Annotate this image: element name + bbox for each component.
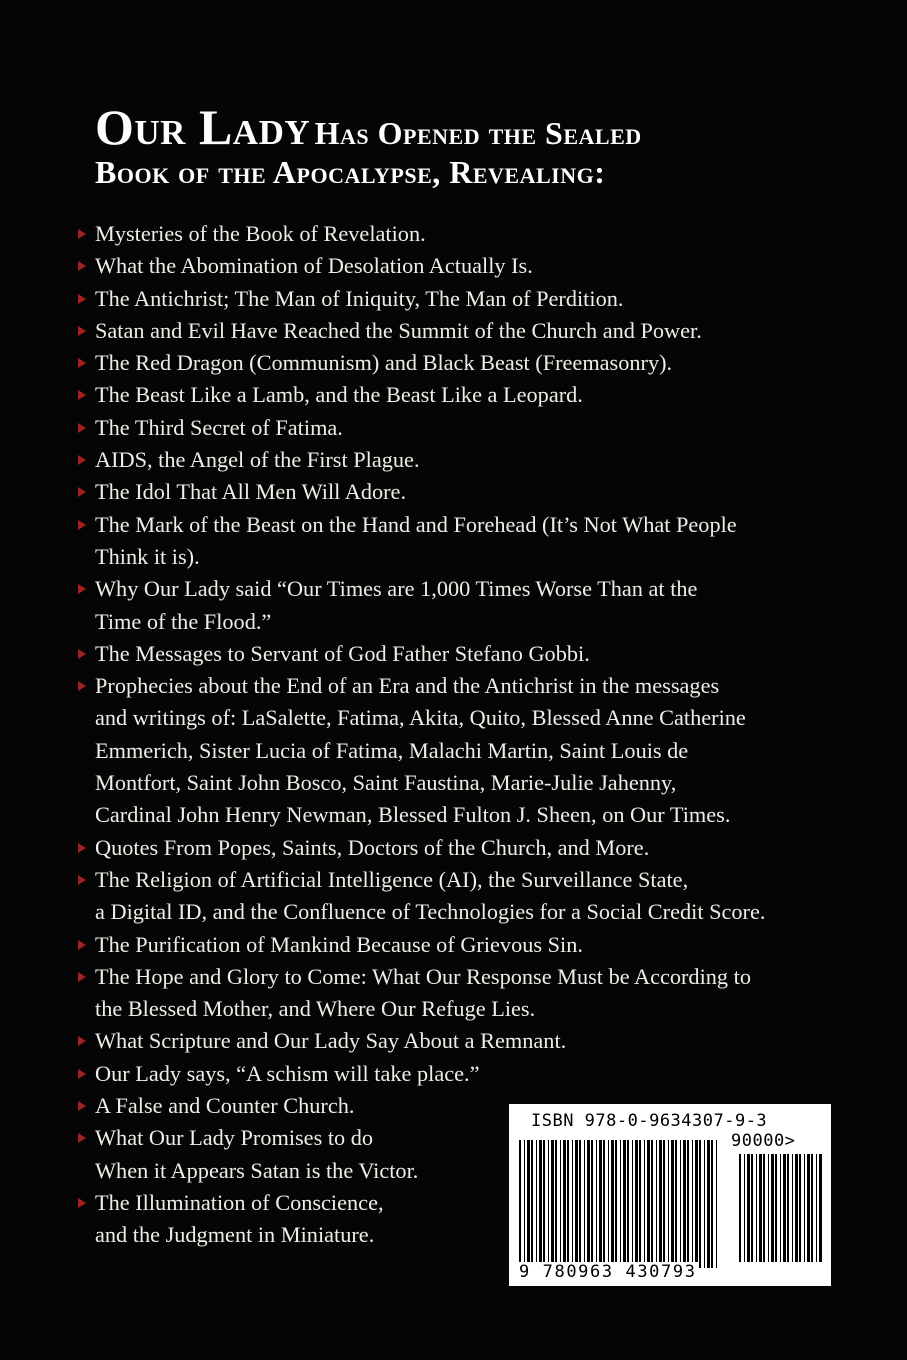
barcode-bar: [804, 1154, 805, 1262]
list-item-line: Why Our Lady said “Our Times are 1,000 Times Worse Than at the: [95, 576, 698, 602]
list-item: [78, 379, 858, 411]
barcode-bar: [587, 1140, 590, 1268]
barcode-bar: [615, 1140, 617, 1268]
barcode-bar: [527, 1140, 530, 1268]
barcode-bar: [639, 1140, 641, 1268]
list-item-line: the Blessed Mother, and Where Our Refuge Lies.: [95, 996, 536, 1022]
bullet-arrow-icon: [78, 294, 86, 304]
list-item-line: a Digital ID, and the Confluence of Technologies for a Social Credit Score.: [95, 899, 766, 925]
heading-rest: Has Opened the Sealed: [314, 115, 642, 151]
heading-our-lady: Our Lady: [95, 99, 311, 155]
bullet-arrow-icon: [78, 487, 86, 497]
barcode-bar: [536, 1140, 537, 1268]
bullet-arrow-icon: [78, 390, 86, 400]
list-item: [78, 315, 858, 347]
list-item: [78, 476, 858, 508]
list-item: [78, 1090, 495, 1122]
list-item: [78, 638, 858, 670]
barcode-bar: [548, 1140, 549, 1268]
bullet-arrow-icon: [78, 649, 86, 659]
bullet-arrow-icon: [78, 843, 86, 853]
barcode-bar: [663, 1140, 665, 1268]
list-item: [78, 670, 858, 831]
list-item-line: Our Lady says, “A schism will take place.”: [95, 1060, 480, 1086]
list-item-line: What Scripture and Our Lady Say About a Remnant.: [95, 1028, 567, 1054]
cover-heading: [95, 98, 875, 192]
barcode-bar: [807, 1154, 810, 1262]
list-item-line: and the Judgment in Miniature.: [95, 1222, 375, 1248]
barcode-bar: [699, 1140, 701, 1268]
list-item: [78, 509, 858, 574]
barcode-bar: [627, 1140, 629, 1268]
barcode-bar: [739, 1154, 741, 1262]
list-item-line: The Mark of the Beast on the Hand and Forehead (It’s Not What People: [95, 511, 737, 537]
barcode-bar: [783, 1154, 786, 1262]
list-item: [78, 347, 858, 379]
barcode-bar: [780, 1154, 781, 1262]
list-item-line: Quotes From Popes, Saints, Doctors of the Church, and More.: [95, 834, 650, 860]
barcode-bar: [656, 1140, 657, 1268]
barcode-bar: [675, 1140, 677, 1268]
list-item-line: Emmerich, Sister Lucia of Fatima, Malachi Martin, Saint Louis de: [95, 737, 689, 763]
list-item: [78, 444, 858, 476]
barcode-bar: [680, 1140, 681, 1268]
barcode-bar: [816, 1154, 817, 1262]
barcode-bar: [787, 1154, 789, 1262]
list-item-line: and writings of: LaSalette, Fatima, Akita, Quito, Blessed Anne Catherine: [95, 705, 746, 731]
barcode-bar: [683, 1140, 686, 1268]
barcode-bar: [623, 1140, 626, 1268]
list-item-line: What Our Lady Promises to do: [95, 1125, 374, 1151]
barcode-bar: [668, 1140, 669, 1268]
barcode-bar: [659, 1140, 662, 1268]
list-item-line: Mysteries of the Book of Revelation.: [95, 221, 426, 246]
barcode-bar: [567, 1140, 569, 1268]
barcode-bar: [555, 1140, 557, 1268]
barcode-bar: [751, 1154, 753, 1262]
list-item-line: A False and Counter Church.: [95, 1093, 355, 1119]
list-item-line: The Idol That All Men Will Adore.: [95, 479, 407, 505]
barcode-bar: [531, 1140, 533, 1268]
barcode-bar: [539, 1140, 542, 1268]
bullet-arrow-icon: [78, 229, 86, 239]
list-item-line: The Red Dragon (Communism) and Black Beast (Freemasonry).: [95, 350, 673, 376]
barcode-bar: [579, 1140, 581, 1268]
list-item-line: Cardinal John Henry Newman, Blessed Fulton J. Sheen, on Our Times.: [95, 802, 731, 828]
bullet-arrow-icon: [78, 1069, 86, 1079]
bullet-arrow-icon: [78, 940, 86, 950]
list-item: [78, 961, 858, 1026]
bullet-arrow-icon: [78, 1101, 86, 1111]
barcode-bar: [519, 1140, 521, 1268]
bullet-arrow-icon: [78, 520, 86, 530]
list-item-line: The Third Secret of Fatima.: [95, 414, 343, 440]
bullet-arrow-icon: [78, 584, 86, 594]
barcode-bar: [763, 1154, 765, 1262]
list-item: [78, 832, 858, 864]
heading-line-2: Book of the Apocalypse, Revealing:: [95, 154, 606, 190]
list-item-line: What the Abomination of Desolation Actually Is.: [95, 253, 533, 279]
barcode-bar: [747, 1154, 750, 1262]
barcode-bar: [575, 1140, 578, 1268]
list-item-line: AIDS, the Angel of the First Plague.: [95, 447, 420, 473]
barcode-bar: [768, 1154, 769, 1262]
barcode-bar: [795, 1154, 798, 1262]
bullet-arrow-icon: [78, 1198, 86, 1208]
topic-list: [78, 218, 858, 1252]
list-item: [78, 1122, 495, 1187]
price-addon-label: 90000>: [731, 1131, 796, 1151]
list-item: [78, 1025, 858, 1057]
barcode-bar: [543, 1140, 545, 1268]
addon-barcode-bars: [739, 1154, 823, 1262]
barcode-bar: [647, 1140, 650, 1268]
list-item-line: The Purification of Mankind Because of Grievous Sin.: [95, 931, 583, 957]
barcode-bar: [572, 1140, 573, 1268]
list-item-line: When it Appears Satan is the Victor.: [95, 1157, 419, 1183]
list-item-line: The Antichrist; The Man of Iniquity, The Man of Perdition.: [95, 285, 624, 311]
barcode-bar: [551, 1140, 554, 1268]
barcode-bar: [651, 1140, 653, 1268]
list-item: [78, 864, 858, 929]
list-item-line: Montfort, Saint John Bosco, Saint Faustina, Marie-Julie Jahenny,: [95, 770, 677, 796]
barcode-bar: [608, 1140, 609, 1268]
barcode-bar: [819, 1154, 822, 1262]
barcode-bar: [560, 1140, 561, 1268]
bullet-arrow-icon: [78, 972, 86, 982]
list-item-line: Think it is).: [95, 543, 200, 569]
bullet-arrow-icon: [78, 681, 86, 691]
list-item: [78, 929, 858, 961]
list-item: [78, 573, 858, 638]
list-item-line: The Messages to Servant of God Father Stefano Gobbi.: [95, 640, 590, 666]
list-item: [78, 1187, 495, 1252]
bullet-arrow-icon: [78, 455, 86, 465]
list-item: [78, 218, 858, 250]
barcode-bar: [611, 1140, 614, 1268]
barcode-bar: [792, 1154, 793, 1262]
barcode-bar: [756, 1154, 757, 1262]
bullet-arrow-icon: [78, 358, 86, 368]
bullet-arrow-icon: [78, 261, 86, 271]
barcode-bar: [644, 1140, 645, 1268]
list-item: [78, 283, 858, 315]
isbn-label: ISBN 978-0-9634307-9-3: [531, 1111, 768, 1131]
list-item-line: Time of the Flood.”: [95, 608, 272, 634]
barcode-bar: [811, 1154, 813, 1262]
barcode-bar: [671, 1140, 674, 1268]
list-item: [78, 1058, 858, 1090]
bullet-arrow-icon: [78, 423, 86, 433]
barcode-bar: [775, 1154, 777, 1262]
barcode-bar: [711, 1140, 713, 1268]
barcode-bar: [771, 1154, 774, 1262]
barcode-bar: [563, 1140, 566, 1268]
barcode-bar: [692, 1140, 693, 1268]
bullet-arrow-icon: [78, 875, 86, 885]
barcode-bar: [695, 1140, 698, 1268]
bullet-arrow-icon: [78, 1133, 86, 1143]
list-item-line: Satan and Evil Have Reached the Summit of the Church and Power.: [95, 317, 702, 343]
list-item: [78, 250, 858, 282]
barcode-bar: [707, 1140, 710, 1268]
barcode-bar: [632, 1140, 633, 1268]
list-item-line: The Hope and Glory to Come: What Our Response Must be According to: [95, 963, 751, 989]
bullet-arrow-icon: [78, 1036, 86, 1046]
barcode-bar: [687, 1140, 689, 1268]
list-item-line: The Religion of Artificial Intelligence (AI), the Surveillance State,: [95, 866, 689, 892]
isbn-barcode: [509, 1104, 831, 1286]
list-item-line: Prophecies about the End of an Era and the Antichrist in the messages: [95, 673, 720, 699]
barcode-bar: [591, 1140, 593, 1268]
ean-barcode-bars: [519, 1140, 719, 1268]
bullet-arrow-icon: [78, 326, 86, 336]
barcode-bar: [716, 1140, 717, 1268]
barcode-bar: [635, 1140, 638, 1268]
barcode-bar: [704, 1140, 705, 1268]
list-item-line: The Illumination of Conscience,: [95, 1189, 384, 1215]
barcode-bar: [799, 1154, 801, 1262]
barcode-bar: [584, 1140, 585, 1268]
barcode-bar: [596, 1140, 597, 1268]
barcode-bar: [599, 1140, 602, 1268]
list-item: [78, 412, 858, 444]
ean-digits: 9 780963 430793: [519, 1262, 697, 1282]
barcode-bar: [524, 1140, 525, 1268]
barcode-bar: [759, 1154, 762, 1262]
list-item-line: The Beast Like a Lamb, and the Beast Like a Leopard.: [95, 382, 583, 408]
barcode-bar: [744, 1154, 745, 1262]
barcode-bar: [603, 1140, 605, 1268]
barcode-bar: [620, 1140, 621, 1268]
